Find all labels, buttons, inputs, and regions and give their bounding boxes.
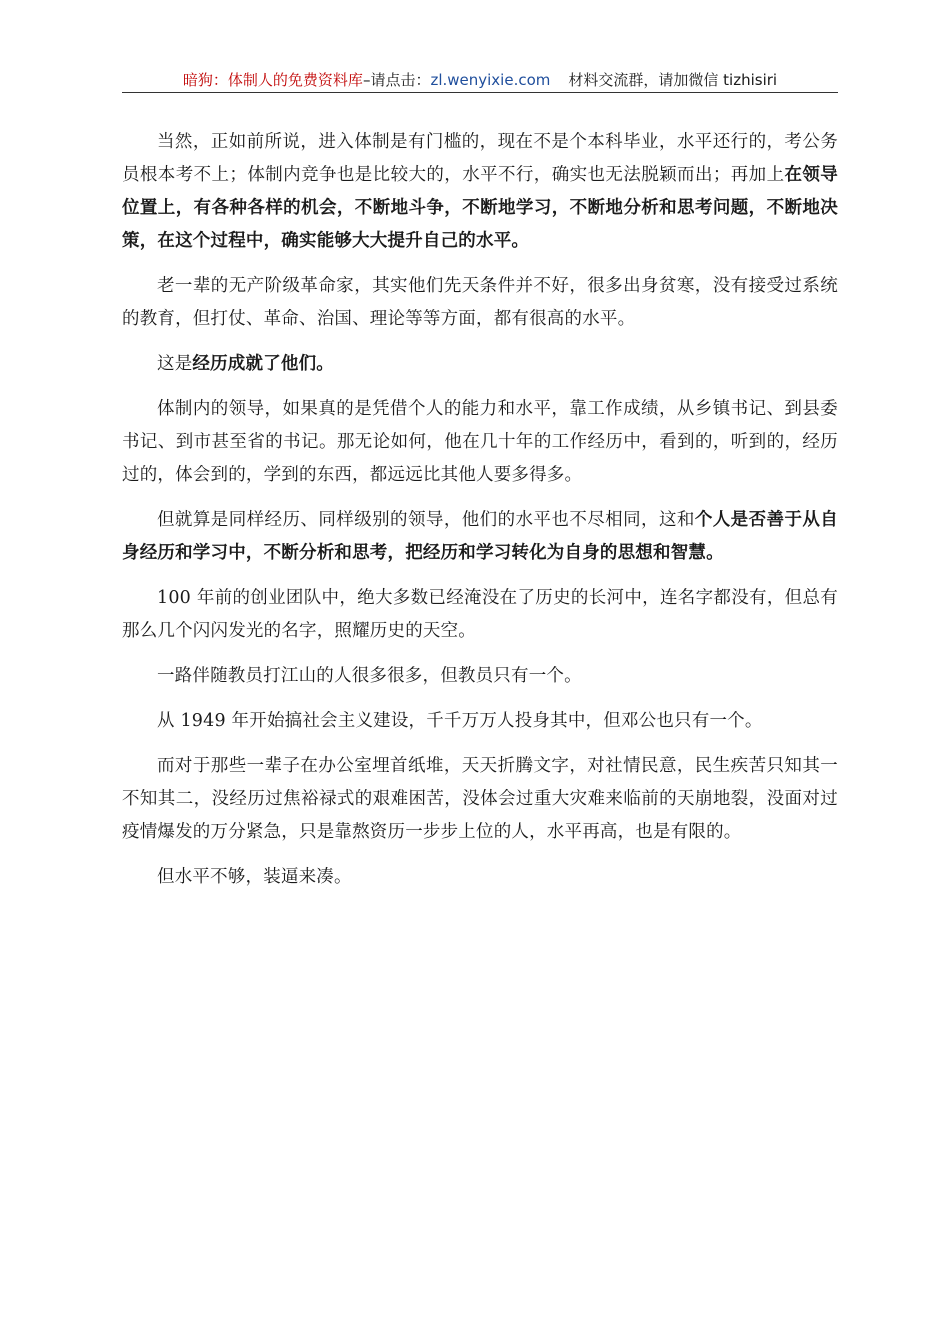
paragraph-text: 100 年前的创业团队中，绝大多数已经淹没在了历史的长河中，连名字都没有，但总有那么几个闪闪发光的名字，照耀历史的天空。 xyxy=(122,588,838,641)
paragraph-text: 体制内的领导，如果真的是凭借个人的能力和水平，靠工作成绩，从乡镇书记、到县委书记、到市甚至省的书记。那无论如何，他在几十年的工作经历中，看到的，听到的，经历过的，体会到的，学到的东西，都远远比其他人要多得多。 xyxy=(122,399,838,485)
paragraph-6 xyxy=(122,582,838,648)
paragraph-4 xyxy=(122,393,838,492)
page-header xyxy=(122,68,838,93)
paragraph-text: 而对于那些一辈子在办公室埋首纸堆，天天折腾文字，对社情民意，民生疾苦只知其一不知其二，没经历过焦裕禄式的艰难困苦，没体会过重大灾难来临前的天崩地裂，没面对过疫情爆发的万分紧急，只是靠熬资历一步步上位的人，水平再高，也是有限的。 xyxy=(122,756,838,842)
header-url-link[interactable]: zl.wenyixie.com xyxy=(430,71,551,89)
paragraph-text: 老一辈的无产阶级革命家，其实他们先天条件并不好，很多出身贫寒，没有接受过系统的教育，但打仗、革命、治国、理论等等方面，都有很高的水平。 xyxy=(122,276,838,329)
paragraph-7 xyxy=(122,660,838,693)
paragraph-bold-text: 个人是否善于从自身经历和学习中，不断分析和思考，把经历和学习转化为自身的思想和智慧。 xyxy=(122,510,838,563)
paragraph-text: 一路伴随教员打江山的人很多很多，但教员只有一个。 xyxy=(157,666,582,686)
paragraph-8 xyxy=(122,705,838,738)
header-brand: 暗狗：体制人的免费资料库 xyxy=(182,71,363,89)
paragraph-text: 但水平不够，装逼来凑。 xyxy=(157,867,352,887)
paragraph-9 xyxy=(122,750,838,849)
article-body xyxy=(122,126,838,906)
paragraph-text: 当然，正如前所说，进入体制是有门槛的，现在不是个本科毕业，水平还行的，考公务员根本考不上；体制内竞争也是比较大的，水平不行，确实也无法脱颖而出；再加上 xyxy=(122,132,838,185)
header-click-prefix: –请点击： xyxy=(362,71,431,89)
paragraph-5 xyxy=(122,504,838,570)
paragraph-bold-text: 经历成就了他们。 xyxy=(192,354,335,374)
paragraph-2 xyxy=(122,270,838,336)
header-group-text: 材料交流群，请加微信 tizhisiri xyxy=(568,71,778,89)
paragraph-3 xyxy=(122,348,838,381)
paragraph-text: 从 1949 年开始搞社会主义建设，千千万万人投身其中，但邓公也只有一个。 xyxy=(157,711,763,731)
paragraph-text: 这是 xyxy=(157,354,193,374)
paragraph-10 xyxy=(122,861,838,894)
paragraph-bold-text: 在领导位置上，有各种各样的机会，不断地斗争，不断地学习，不断地分析和思考问题，不断地决策，在这个过程中，确实能够大大提升自己的水平。 xyxy=(122,165,838,251)
paragraph-text: 但就算是同样经历、同样级别的领导，他们的水平也不尽相同，这和 xyxy=(157,510,695,530)
paragraph-1 xyxy=(122,126,838,258)
